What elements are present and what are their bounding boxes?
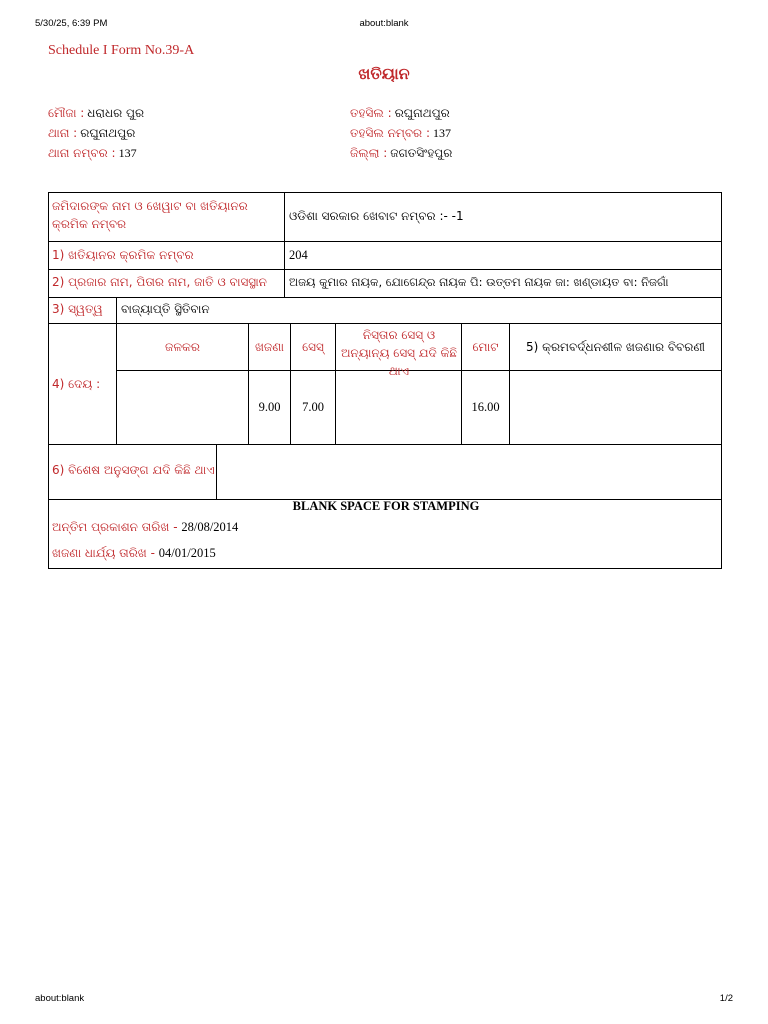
page-number: 1/2 [719, 993, 733, 1004]
district-value: ଜଗତସିଂହପୁର [390, 146, 453, 160]
col-total: ମୋଟ [472, 340, 499, 354]
col-progressive-rent: 5) କ୍ରମବର୍ଦ୍ଧନଶୀଳ ଖଜଣାର ବିବରଣୀ [525, 340, 706, 354]
tahasil-value: ରଘୁନାଥପୁର [394, 106, 450, 120]
stamp-space-heading: BLANK SPACE FOR STAMPING [292, 499, 480, 513]
right-label: 3) ସ୍ୱତ୍ୱ [52, 302, 103, 316]
document-title: ଖତିୟାନ [358, 64, 410, 83]
tahasil-number-label: ତହସିଲ ନମ୍ବର : [350, 126, 431, 140]
tahasil-number-row [350, 126, 451, 141]
khatiyan-number-label: 1) ଖତିୟାନର କ୍ରମିକ ନମ୍ବର [52, 248, 194, 262]
mouza-row [48, 106, 144, 121]
rent-fixation-date: 04/01/2015 [158, 546, 216, 560]
thana-number-label: ଥାନା ନମ୍ବର : [48, 146, 116, 160]
thana-value: ରଘୁନାଥପୁର [80, 126, 136, 140]
tahasil-row [350, 106, 450, 121]
thana-number-row [48, 146, 137, 161]
thana-number-value: 137 [118, 146, 137, 160]
rent-fixation-row [52, 544, 216, 562]
tenant-value: ଅଜୟ କୁମାର ନାୟକ, ଯୋଗେନ୍ଦ୍ର ନାୟକ ପି: ଉତ୍ତମ ନାୟକ ଜା: ଖଣ୍ଡାୟତ ବା: ନିଜଗାଁ [289, 275, 669, 289]
final-publication-date: 28/08/2014 [181, 520, 239, 534]
thana-label: ଥାନା : [48, 126, 78, 140]
tahasil-label: ତହସିଲ : [350, 106, 392, 120]
cess-value: 7.00 [302, 400, 324, 414]
final-publication-label: ଅନ୍ତିମ ପ୍ରକାଶନ ତାରିଖ - [52, 520, 178, 534]
khatiyan-record-table [48, 192, 722, 569]
footer-url: about:blank [35, 993, 85, 1004]
print-datetime: 5/30/25, 6:39 PM [35, 18, 108, 29]
col-rent: ଖଜଣା [254, 340, 285, 354]
col-water-cess: ଜଳକର [165, 340, 200, 354]
print-url: about:blank [359, 18, 409, 29]
landlord-value: ଓଡିଶା ସରକାର ଖେବାଟ ନମ୍ବର :- -1 [289, 209, 464, 223]
col-other-cess: ନିସ୍ତାର ସେସ୍ ଓ ଅନ୍ୟାନ୍ୟ ସେସ୍ ଯଦି କିଛି ଥାଏ [340, 328, 458, 378]
thana-row [48, 126, 135, 141]
rent-fixation-label: ଖଜଣା ଧାର୍ଯ୍ୟ ତାରିଖ - [52, 546, 155, 560]
col-cess: ସେସ୍ [302, 340, 324, 354]
district-label: ଜିଲ୍ଲା : [350, 146, 388, 160]
mouza-label: ମୌଜା : [48, 106, 85, 120]
form-number: Schedule I Form No.39-A [48, 43, 195, 58]
tenant-label: 2) ପ୍ରଜାର ନାମ, ପିତାର ନାମ, ଜାତି ଓ ବାସସ୍ଥାନ [52, 275, 267, 289]
dues-label: 4) ଦେୟ : [52, 377, 101, 391]
rent-value: 9.00 [258, 400, 281, 414]
right-value: ବାଜ୍ୟାପ୍ତି ସ୍ଥିତିବାନ [121, 302, 210, 316]
mouza-value: ଧରାଧର ପୁର [87, 106, 145, 120]
district-row [350, 146, 452, 161]
tahasil-number-value: 137 [433, 126, 452, 140]
special-note-label: 6) ବିଶେଷ ଅନୁସଙ୍ଗ ଯଦି କିଛି ଥାଏ [52, 463, 215, 477]
total-value: 16.00 [471, 400, 500, 414]
final-publication-row [52, 518, 238, 536]
khatiyan-number-value: 204 [289, 248, 308, 262]
landlord-label: ଜମିଦାରଙ୍କ ନାମ ଓ ଖେୱାଟ ବା ଖତିୟାନର କ୍ରମିକ ନମ୍ବର [52, 199, 248, 231]
